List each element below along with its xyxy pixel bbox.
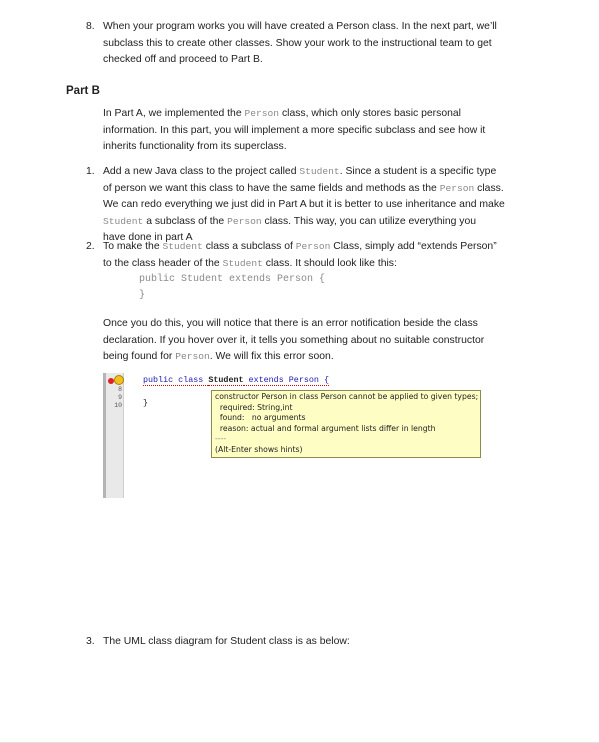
item-8-text xyxy=(103,19,497,69)
item-2-line: to the class header of the Student class. It should look like this: xyxy=(103,257,397,269)
tooltip-line: (Alt-Enter shows hints) xyxy=(215,444,303,454)
error-hint-bulb-icon[interactable] xyxy=(114,375,124,385)
item-2-line: To make the Student class a subclass of Person Class, simply add “extends Person” xyxy=(103,241,497,252)
item-1-line: have done in part A xyxy=(103,232,193,243)
tooltip-line: reason: actual and formal argument lists differ in length xyxy=(215,423,436,433)
item-3-number: 3. xyxy=(86,636,95,647)
item-1-text xyxy=(103,164,505,247)
ide-screenshot xyxy=(103,373,483,498)
notice-line: Once you do this, you will notice that there is an error notification beside the class xyxy=(103,318,478,329)
item-1-line: Student a subclass of the Person class. This way, you can utilize everything you xyxy=(103,215,477,227)
item-8-number: 8. xyxy=(86,21,95,32)
tooltip-line: found: no arguments xyxy=(215,413,306,422)
intro-line: information. In this part, you will implement a more specific subclass and see how it xyxy=(103,124,486,136)
code-line-closing-brace: } xyxy=(139,290,146,301)
line-number: 8 xyxy=(118,386,122,393)
part-b-intro xyxy=(103,106,485,156)
error-notice-text xyxy=(103,316,484,366)
item-1-number: 1. xyxy=(86,166,95,177)
item-1-line: of person we want this class to have the same fields and methods as the Person class. xyxy=(103,182,504,194)
part-b-heading: Part B xyxy=(66,85,100,97)
item-1-line: We can redo everything we just did in Part A but it is better to use inheritance and make xyxy=(103,199,505,210)
notice-line: being found for Person. We will fix this error soon. xyxy=(103,351,334,362)
item-3-text: The UML class diagram for Student class is as below: xyxy=(103,636,350,647)
line-number: 10 xyxy=(114,402,122,409)
item-2-text xyxy=(103,239,497,272)
code-line-class-header: public Student extends Person { xyxy=(139,274,326,285)
item-8-line: subclass this to create other classes. Show your work to the instructional team to get xyxy=(103,37,492,49)
item-1-line: Add a new Java class to the project called Student. Since a student is a specific type xyxy=(103,166,497,177)
error-badge-icon xyxy=(108,378,114,384)
gutter-edge xyxy=(103,373,106,498)
item-8-line: checked off and proceed to Part B. xyxy=(103,54,263,65)
intro-line: inherits functionality from its superclass. xyxy=(103,141,287,152)
error-tooltip xyxy=(211,390,481,458)
editor-code-line: public class Student extends Person { xyxy=(143,375,329,385)
item-2-number: 2. xyxy=(86,241,95,252)
editor-closing-brace: } xyxy=(143,398,149,408)
editor-gutter xyxy=(103,373,124,498)
line-number: 9 xyxy=(118,394,122,401)
intro-line: In Part A, we implemented the Person class, which only stores basic personal xyxy=(103,108,461,119)
tooltip-line: constructor Person in class Person cannot be applied to given types; xyxy=(215,392,479,401)
notice-line: declaration. If you hover over it, it tells you something about no suitable constructor xyxy=(103,334,485,346)
tooltip-line: ---- xyxy=(215,434,227,443)
item-8-line: When your program works you will have created a Person class. In the next part, we’ll xyxy=(103,21,497,32)
tooltip-line: required: String,int xyxy=(215,402,293,412)
